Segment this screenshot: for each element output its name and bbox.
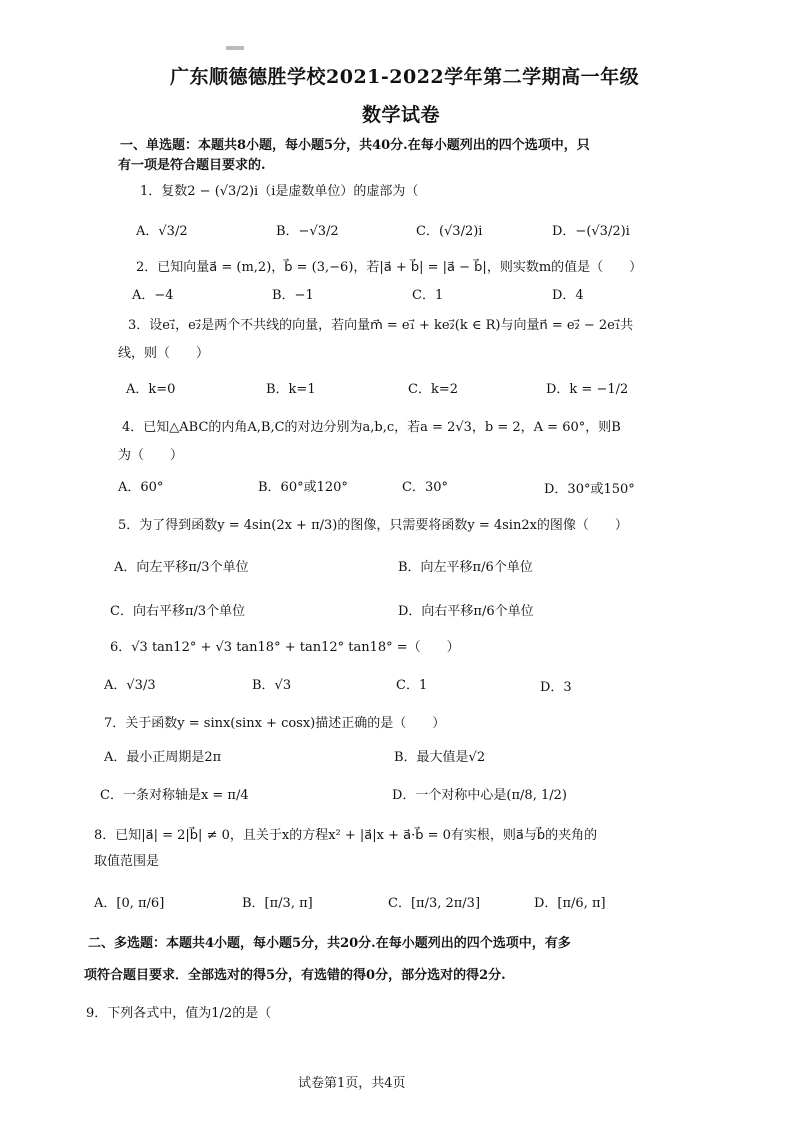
- question-2-option-b: B．−1: [272, 288, 314, 303]
- section2-instructions-line1: 二、多选题：本题共4小题，每小题5分，共20分.在每小题列出的四个选项中，有多: [88, 936, 571, 951]
- question-8-option-b: B．[π/3, π]: [242, 896, 313, 911]
- question-8-stem-continued: 取值范围是: [94, 854, 160, 869]
- question-4-option-d: D．30°或150°: [544, 482, 635, 497]
- question-1-option-b: B．−√3/2: [276, 224, 339, 239]
- question-7-option-c: C．一条对称轴是x = π/4: [100, 788, 249, 803]
- question-4-option-c: C．30°: [402, 480, 448, 495]
- section1-instructions-line2: 有一项是符合题目要求的.: [118, 158, 266, 173]
- question-8-stem: 8．已知|a⃗| = 2|b⃗| ≠ 0，且关于x的方程x² + |a⃗|x + a⃗·b⃗ = 0有实根，则a⃗与b⃗的夹角的: [94, 828, 598, 843]
- question-3-option-d: D．k = −1/2: [546, 382, 629, 397]
- section2-instructions-line2: 项符合题目要求．全部选对的得5分，有选错的得0分，部分选对的得2分.: [84, 968, 506, 983]
- question-9-stem: 9．下列各式中，值为1/2的是（: [86, 1006, 272, 1021]
- question-3-option-a: A．k=0: [126, 382, 176, 397]
- question-3-stem: 3．设e₁⃗，e₂⃗是两个不共线的向量，若向量m⃗ = e₁⃗ + ke₂⃗(k ∈ R)与向量n⃗ = e₂⃗ − 2e₁⃗共: [128, 318, 634, 333]
- question-7-option-d: D．一个对称中心是(π/8, 1/2): [392, 788, 567, 803]
- question-7-option-a: A．最小正周期是2π: [104, 750, 222, 765]
- question-2-option-a: A．−4: [132, 288, 174, 303]
- question-6-option-a: A．√3/3: [104, 678, 156, 693]
- question-8-option-d: D．[π/6, π]: [534, 896, 606, 911]
- question-5-stem: 5．为了得到函数y = 4sin(2x + π/3)的图像，只需要将函数y = 4sin2x的图像（ ）: [118, 518, 628, 533]
- question-3-option-c: C．k=2: [408, 382, 458, 397]
- exam-subtitle: 数学试卷: [362, 104, 441, 126]
- question-6-option-b: B．√3: [252, 678, 292, 693]
- question-5-option-c: C．向右平移π/3个单位: [110, 604, 246, 619]
- question-6-option-c: C．1: [396, 678, 428, 693]
- question-2-option-c: C．1: [412, 288, 444, 303]
- question-2-stem: 2．已知向量a⃗ = (m,2)，b⃗ = (3,−6)，若|a⃗ + b⃗| = |a⃗ − b⃗|，则实数m的值是（ ）: [136, 260, 643, 275]
- question-4-stem-continued: 为（ ）: [118, 448, 184, 463]
- question-1-option-c: C．(√3/2)i: [416, 224, 483, 239]
- question-2-option-d: D．4: [552, 288, 584, 303]
- question-4-stem: 4．已知△ABC的内角A,B,C的对边分别为a,b,c，若a = 2√3，b = 2，A = 60°，则B: [122, 420, 621, 435]
- scan-mark: [226, 46, 244, 50]
- question-7-stem: 7．关于函数y = sinx(sinx + cosx)描述正确的是（ ）: [104, 716, 446, 731]
- question-5-option-d: D．向右平移π/6个单位: [398, 604, 534, 619]
- question-6-stem: 6．√3 tan12° + √3 tan18° + tan12° tan18° =（ ）: [110, 640, 460, 655]
- question-8-option-a: A．[0, π/6]: [94, 896, 165, 911]
- question-1-stem: 1．复数2 − (√3/2)i（i是虚数单位）的虚部为（: [140, 184, 419, 199]
- page-footer: 试卷第1页，共4页: [298, 1076, 406, 1091]
- question-1-option-d: D．−(√3/2)i: [552, 224, 630, 239]
- question-5-option-b: B．向左平移π/6个单位: [398, 560, 533, 575]
- question-6-option-d: D．3: [540, 680, 572, 695]
- question-1-option-a: A．√3/2: [136, 224, 188, 239]
- question-3-option-b: B．k=1: [266, 382, 316, 397]
- question-3-stem-continued: 线，则（ ）: [118, 346, 210, 361]
- question-7-option-b: B．最大值是√2: [394, 750, 486, 765]
- question-4-option-a: A．60°: [118, 480, 164, 495]
- exam-title: 广东顺德德胜学校2021-2022学年第二学期高一年级: [170, 66, 640, 88]
- question-5-option-a: A．向左平移π/3个单位: [114, 560, 249, 575]
- question-4-option-b: B．60°或120°: [258, 480, 348, 495]
- question-8-option-c: C．[π/3, 2π/3]: [388, 896, 481, 911]
- section1-instructions-line1: 一、单选题：本题共8小题，每小题5分，共40分.在每小题列出的四个选项中，只: [120, 138, 590, 153]
